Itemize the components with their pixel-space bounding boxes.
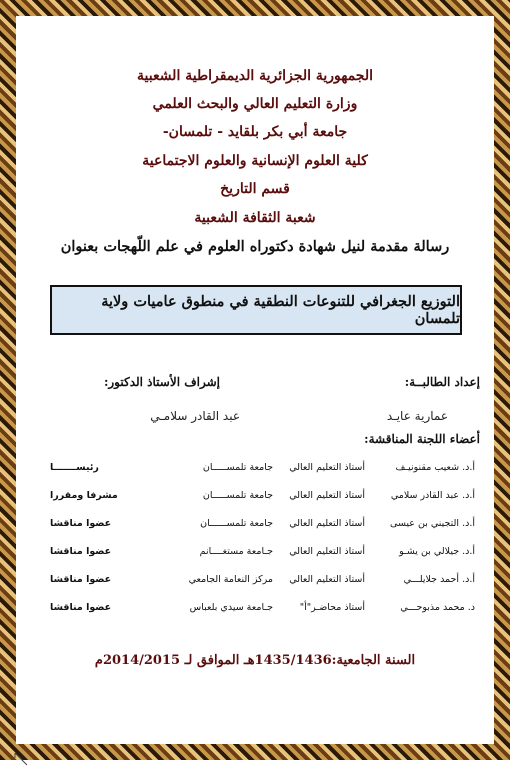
department-line: قسم التاريخ (220, 181, 290, 197)
table-row (50, 537, 475, 565)
prepared-label: إعداد الطالبــة: (404, 375, 480, 389)
member-rank: أستاذ التعليم العالي (289, 489, 365, 501)
member-rank: أستاذ التعليم العالي (289, 573, 365, 585)
thesis-purpose-line: رسالة مقدمة لنيل شهادة دكتوراه العلوم في علم اللّهجات بعنوان (60, 238, 450, 255)
member-rank: أستاذ التعليم العالي (289, 461, 365, 473)
table-row (50, 481, 475, 509)
member-institution: جامعة تلمســـــان (202, 489, 273, 501)
student-name: عمارية عايـد (386, 409, 448, 423)
supervisor-label: إشراف الأستاذ الدكتور: (103, 375, 220, 389)
member-rank: أستاذ محاضـر"أ" (299, 601, 365, 613)
member-rank: أستاذ التعليم العالي (289, 517, 365, 529)
member-name: د. محمد مذبوحـــي (400, 601, 475, 613)
committee-label: أعضاء اللجنة المناقشة: (364, 432, 480, 446)
member-institution: مركز النعامة الجامعي (188, 573, 273, 585)
member-rank: أستاذ التعليم العالي (289, 545, 365, 557)
member-role: مشرفا ومقررا (50, 489, 118, 501)
resize-corner-icon (14, 752, 28, 766)
table-row (50, 453, 475, 481)
member-role: رئيســـــــا (50, 461, 99, 473)
committee-table (50, 453, 475, 621)
member-institution: جـامعة مستغــــانم (199, 545, 273, 557)
table-row (50, 565, 475, 593)
member-institution: جامعة تلمســــــان (200, 517, 273, 529)
branch-line: شعبة الثقافة الشعبية (194, 210, 316, 226)
thesis-title-box (50, 285, 462, 335)
member-role: عضوا مناقشا (50, 601, 112, 613)
member-name: أ.د. أحمد جلايلـــي (403, 573, 475, 585)
university-line: جامعة أبي بكر بلقايد - تلمسان- (162, 124, 348, 140)
member-role: عضوا مناقشا (50, 545, 112, 557)
table-row (50, 509, 475, 537)
member-role: عضوا مناقشا (50, 573, 112, 585)
ministry-line: وزارة التعليم العالي والبحث العلمي (152, 96, 358, 112)
member-institution: جـامعة سيدي بلعباس (189, 601, 273, 613)
cover-page (20, 20, 490, 740)
faculty-line: كلية العلوم الإنسانية والعلوم الاجتماعية (142, 153, 368, 169)
academic-year: السنة الجامعية:1435/1436هـ الموافق لـ 2014/2015م (94, 653, 416, 668)
member-name: أ.د. التجيني بن عيسى (390, 517, 475, 529)
supervisor-name: عبد القادر سلامـي (150, 409, 240, 423)
republic-line: الجمهورية الجزائرية الديمقراطية الشعبية (136, 68, 373, 84)
member-institution: جامعة تلمســـــان (202, 461, 273, 473)
thesis-title: التوزيع الجغرافي للتنوعات النطقية في منطوق عاميات ولاية تلمسان (101, 293, 460, 327)
member-name: أ.د. عبد القادر سلامي (390, 489, 475, 501)
member-role: عضوا مناقشا (50, 517, 112, 529)
member-name: أ.د. شعيب مقنونيـف (395, 461, 475, 473)
table-row (50, 593, 475, 621)
member-name: أ.د. جيلالي بن يشـو (399, 545, 475, 557)
